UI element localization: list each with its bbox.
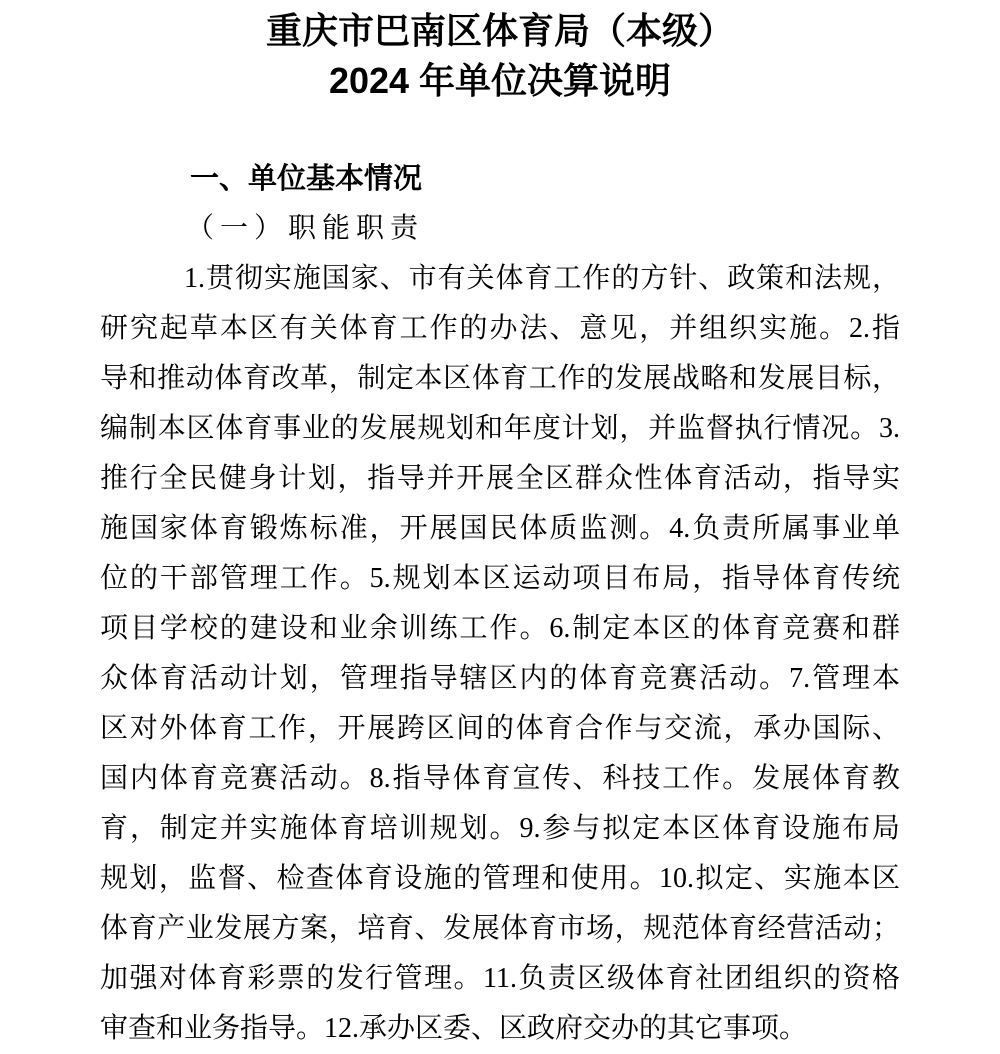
title-line-1: 重庆市巴南区体育局（本级） — [265, 10, 734, 51]
paragraph-line: 体育产业发展方案，培育、发展体育市场，规范体育经营活动； — [100, 913, 900, 944]
paragraph-line: 1.贯彻实施国家、市有关体育工作的方针、政策和法规， — [184, 263, 900, 294]
paragraph-line: 推行全民健身计划，指导并开展全区群众性体育活动，指导实 — [100, 463, 900, 494]
paragraph-line: 众体育活动计划，管理指导辖区内的体育竞赛活动。7.管理本 — [100, 663, 900, 694]
paragraph-line: 研究起草本区有关体育工作的办法、意见，并组织实施。2.指 — [100, 313, 900, 344]
paragraph-line: 育，制定并实施体育培训规划。9.参与拟定本区体育设施布局 — [100, 813, 900, 844]
document-title — [0, 6, 1000, 106]
paragraph-line: 规划，监督、检查体育设施的管理和使用。10.拟定、实施本区 — [100, 863, 900, 894]
title-line-2: 2024 年单位决算说明 — [328, 60, 672, 101]
paragraph-line: 区对外体育工作，开展跨区间的体育合作与交流，承办国际、 — [100, 713, 900, 744]
paragraph-line: 编制本区体育事业的发展规划和年度计划，并监督执行情况。3. — [100, 413, 900, 444]
paragraph-line: 施国家体育锻炼标准，开展国民体质监测。4.负责所属事业单 — [100, 513, 900, 544]
paragraph-line: 审查和业务指导。12.承办区委、区政府交办的其它事项。 — [100, 1013, 808, 1044]
body-paragraph — [100, 254, 900, 1054]
paragraph-line: 导和推动体育改革，制定本区体育工作的发展战略和发展目标， — [100, 363, 900, 394]
section-heading: 一、单位基本情况 — [190, 163, 423, 195]
paragraph-line: 国内体育竞赛活动。8.指导体育宣传、科技工作。发展体育教 — [100, 763, 900, 794]
paragraph-line: 位的干部管理工作。5.规划本区运动项目布局，指导体育传统 — [100, 563, 900, 594]
paragraph-line: 项目学校的建设和业余训练工作。6.制定本区的体育竞赛和群 — [100, 613, 900, 644]
paragraph-line: 加强对体育彩票的发行管理。11.负责区级体育社团组织的资格 — [100, 963, 900, 994]
subsection-heading: （一）职能职责 — [186, 213, 425, 244]
